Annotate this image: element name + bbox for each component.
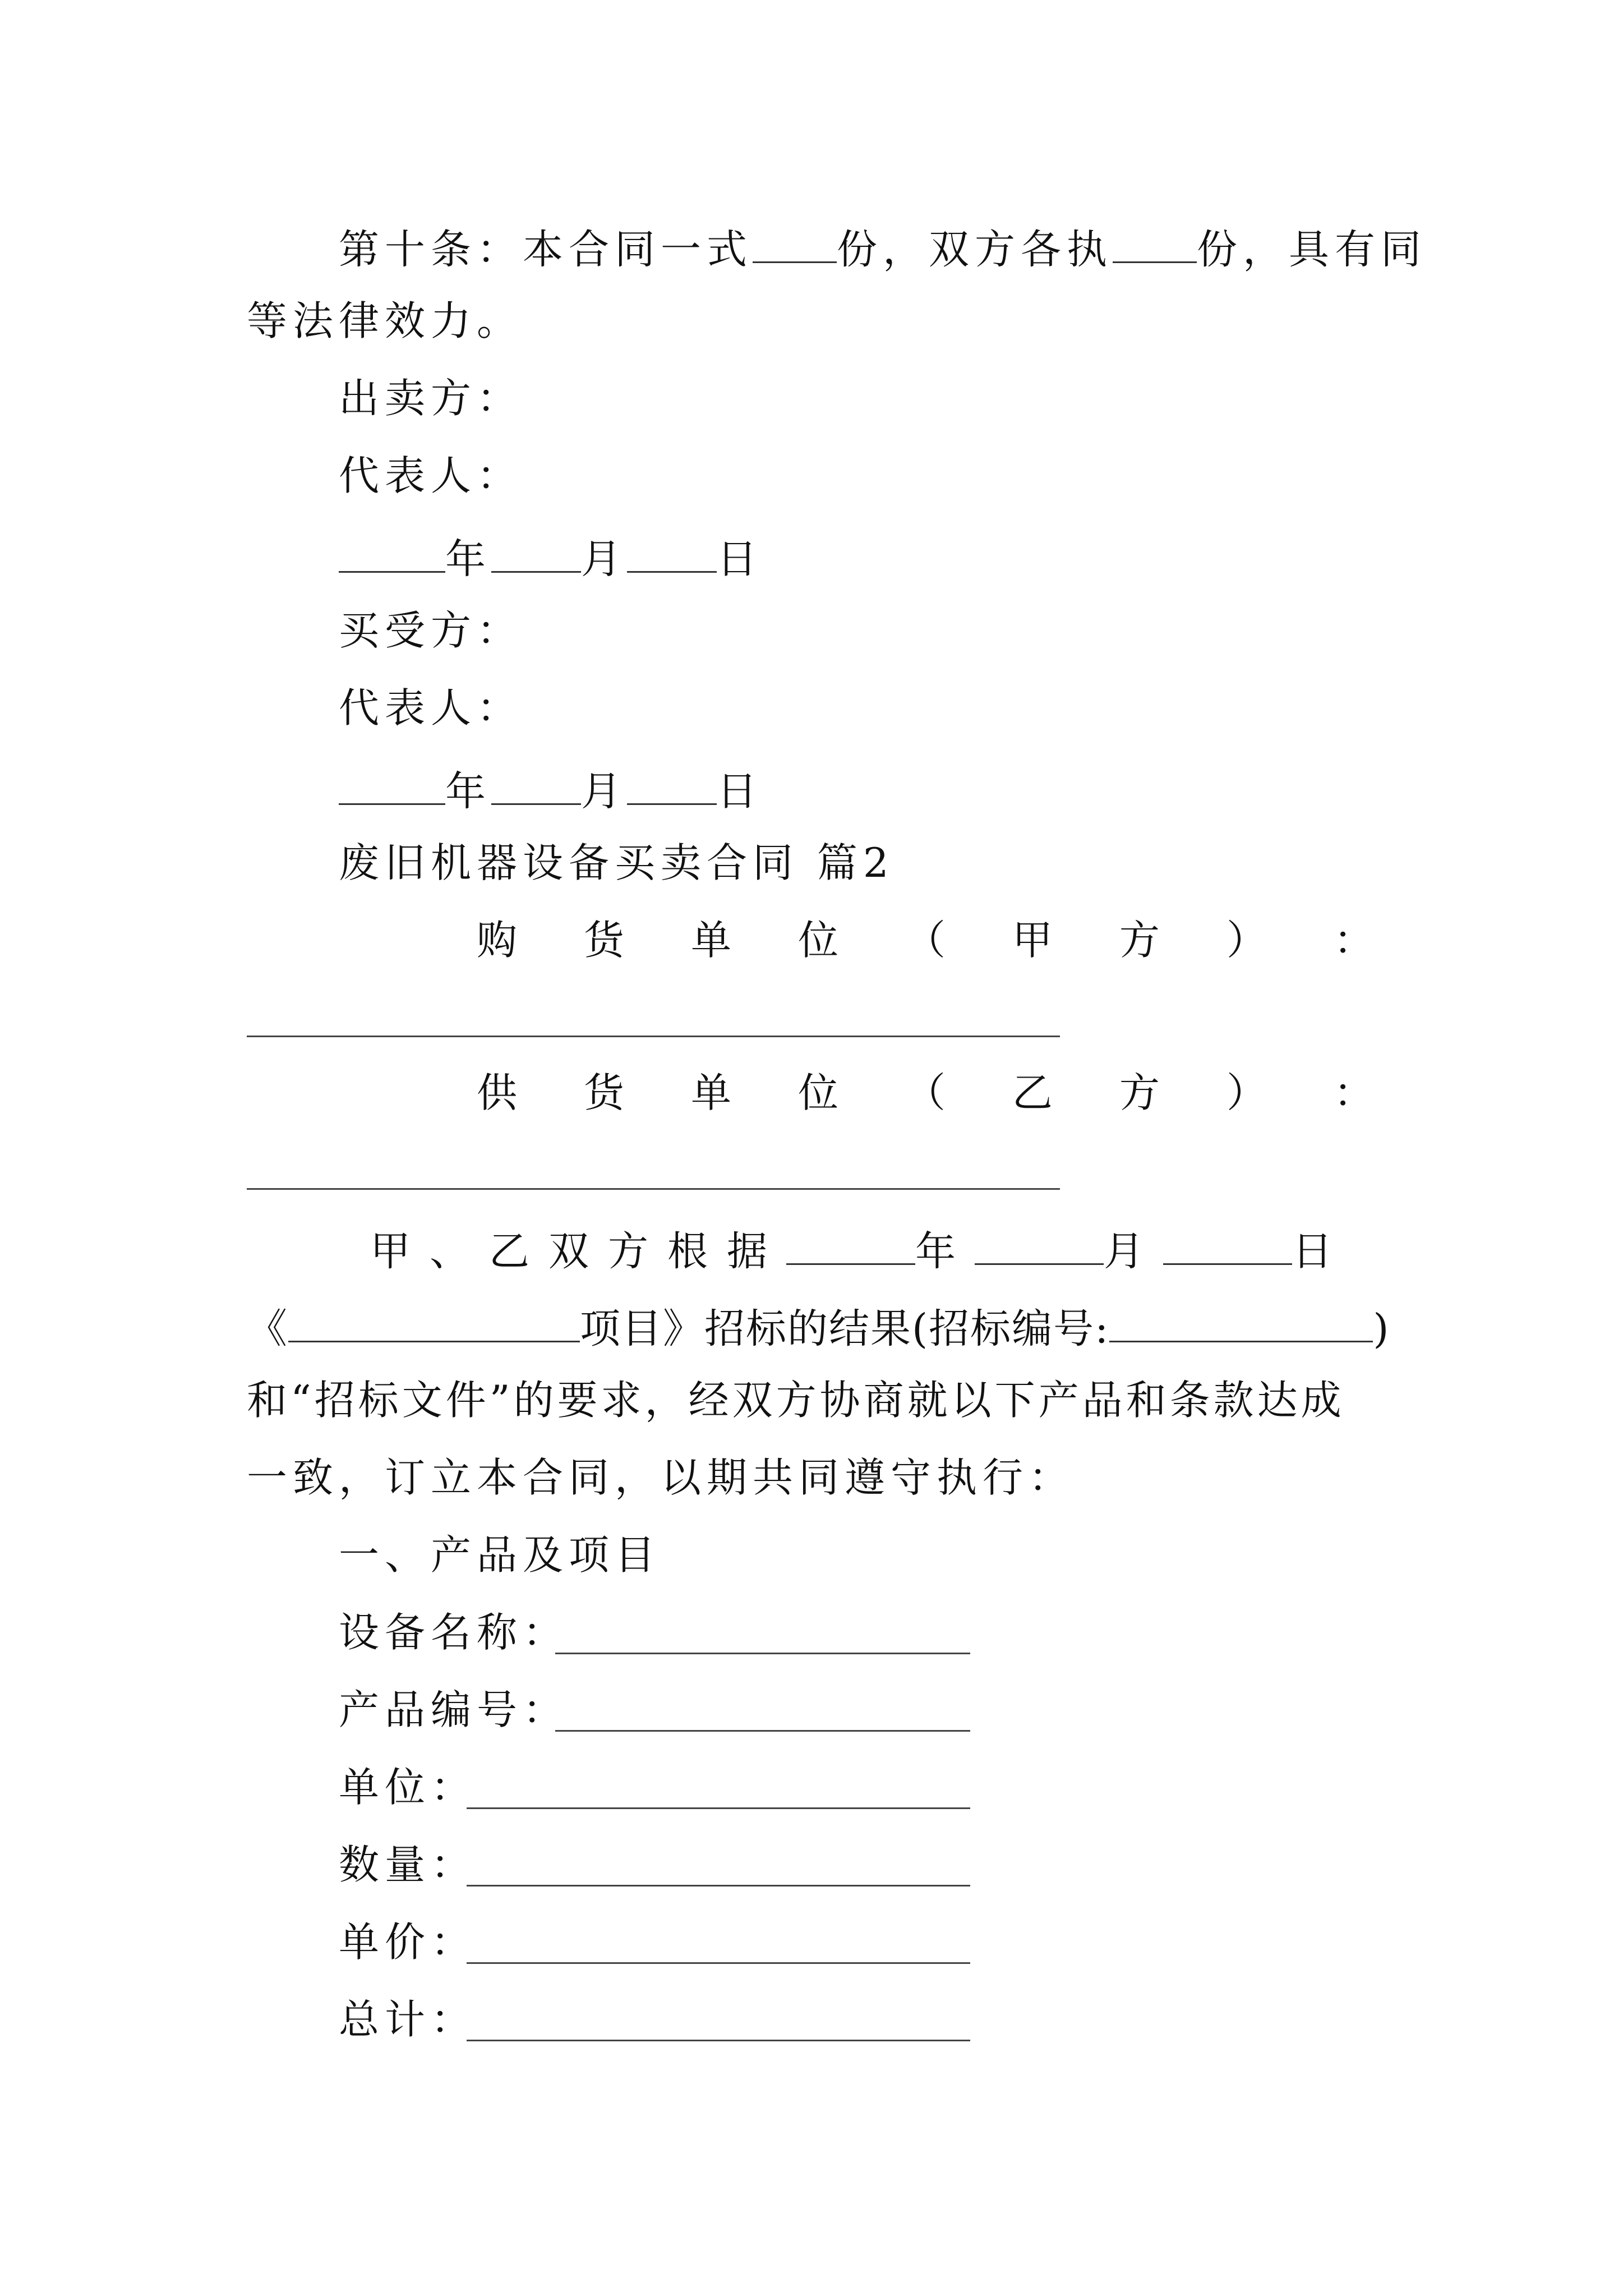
seller-year-blank — [339, 533, 445, 573]
intro-day-label: 日 — [1292, 1227, 1352, 1275]
unit-blank — [467, 1807, 970, 1809]
equipment-name-blank — [555, 1653, 970, 1654]
article10-text-c: 份，具有同 — [1197, 226, 1427, 273]
party-b-char: 方 — [1119, 1069, 1160, 1116]
each-copies-blank — [1113, 223, 1197, 263]
party-a-char: 甲 — [1012, 917, 1053, 964]
party-a-char: （ — [905, 917, 946, 964]
intro-text-b: 项目》招标的结果(招标编号: — [580, 1305, 1110, 1352]
seller-date — [339, 533, 763, 583]
buyer-year-label: 年 — [445, 767, 492, 815]
party-a-label — [477, 917, 1374, 964]
article10-text-b: 份，双方各执 — [837, 226, 1113, 273]
intro-line3: 和“招标文件”的要求，经双方协商就以下产品和条款达成 — [247, 1377, 1345, 1424]
party-a-char: 单 — [690, 917, 731, 964]
intro-line4: 一致，订立本合同，以期共同遵守执行： — [247, 1454, 1075, 1501]
field-total: 总计： — [339, 1996, 477, 2043]
seller-year-label: 年 — [445, 535, 492, 583]
quantity-blank — [467, 1885, 970, 1887]
party-a-char: ） — [1226, 917, 1267, 964]
buyer-rep-label: 代表人： — [339, 684, 523, 731]
buyer-date — [339, 765, 763, 815]
seller-rep-label: 代表人： — [339, 452, 523, 499]
intro-month-label: 月 — [1104, 1227, 1164, 1275]
buyer-year-blank — [339, 765, 445, 805]
party-a-char: 货 — [583, 917, 624, 964]
article10-line2: 等法律效力。 — [247, 297, 523, 344]
product-number-blank — [555, 1730, 970, 1732]
party-b-label — [477, 1069, 1374, 1116]
buyer-month-label: 月 — [581, 767, 628, 815]
buyer-label: 买受方： — [339, 607, 523, 654]
party-a-char: ： — [1333, 917, 1374, 964]
party-b-char: ： — [1333, 1069, 1374, 1116]
party-a-char: 方 — [1119, 917, 1160, 964]
party-b-char: （ — [905, 1069, 946, 1116]
party-b-char: 货 — [583, 1069, 624, 1116]
article10-text-a: 第十条：本合同一式 — [339, 226, 753, 273]
intro-bracket-open: 《 — [247, 1305, 289, 1352]
seller-label: 出卖方： — [339, 375, 523, 422]
unit-price-blank — [467, 1962, 970, 1964]
party-b-char: 单 — [690, 1069, 731, 1116]
section-title: 废旧机器设备买卖合同 篇2 — [339, 839, 895, 886]
field-equipment-name: 设备名称： — [339, 1609, 569, 1656]
party-b-char: ） — [1226, 1069, 1267, 1116]
intro-day-blank — [1163, 1225, 1292, 1265]
intro-bracket-close: ) — [1373, 1305, 1390, 1352]
seller-month-blank — [491, 533, 581, 573]
party-b-char: 位 — [797, 1069, 838, 1116]
field-unit: 单位： — [339, 1764, 477, 1811]
seller-day-blank — [627, 533, 717, 573]
copies-blank — [753, 223, 837, 263]
article10-line1 — [339, 223, 1427, 273]
intro-month-blank — [975, 1225, 1104, 1265]
intro-text-a: 甲、乙双方根据 — [370, 1227, 787, 1275]
buyer-day-blank — [627, 765, 717, 805]
intro-year-blank — [786, 1225, 915, 1265]
total-blank — [467, 2040, 970, 2041]
party-b-char: 乙 — [1012, 1069, 1053, 1116]
tender-number-blank — [1109, 1303, 1373, 1342]
seller-month-label: 月 — [581, 535, 628, 583]
buyer-month-blank — [491, 765, 581, 805]
field-product-number: 产品编号： — [339, 1686, 569, 1733]
buyer-day-label: 日 — [717, 767, 763, 815]
party-a-char: 位 — [797, 917, 838, 964]
products-heading: 一、产品及项目 — [339, 1531, 661, 1579]
field-unit-price: 单价： — [339, 1918, 477, 1966]
intro-year-label: 年 — [915, 1227, 975, 1275]
party-b-blank — [247, 1188, 1060, 1190]
seller-day-label: 日 — [717, 535, 763, 583]
party-b-char: 供 — [477, 1069, 518, 1116]
intro-line2 — [247, 1303, 1390, 1352]
party-a-blank — [247, 1036, 1060, 1037]
intro-line1 — [370, 1225, 1352, 1275]
project-name-blank — [288, 1303, 580, 1342]
party-a-char: 购 — [477, 917, 518, 964]
field-quantity: 数量： — [339, 1841, 477, 1888]
